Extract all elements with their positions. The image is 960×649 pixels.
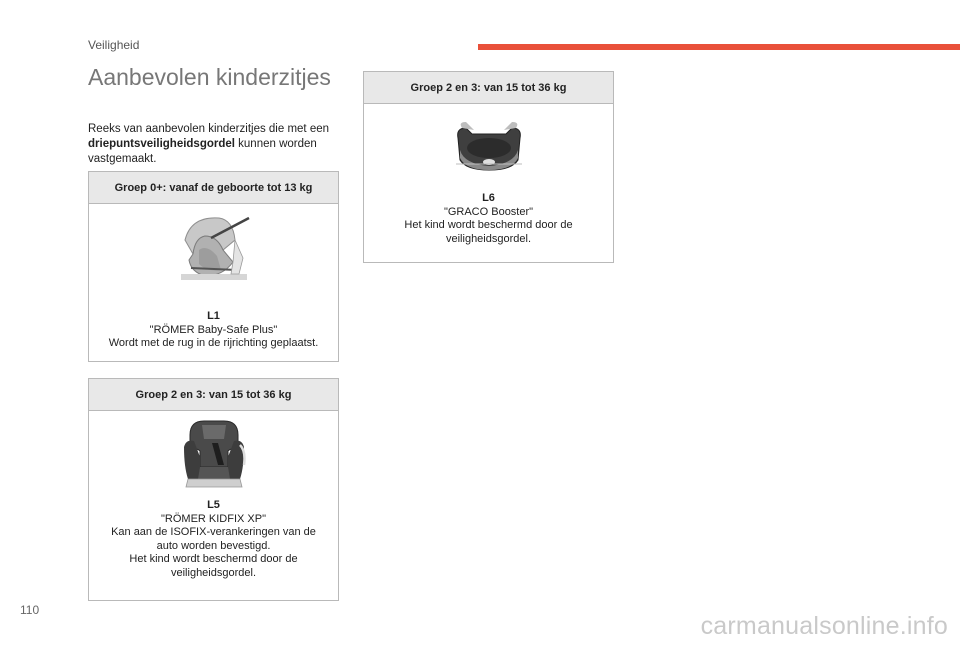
intro-text-bold: driepuntsveiligheidsgordel [88, 138, 235, 150]
seat-card-l6 [363, 71, 614, 263]
accent-bar [478, 44, 960, 50]
seat-description-2: Het kind wordt beschermd door de veiligheidsgordel. [129, 553, 298, 579]
card-group-header: Groep 2 en 3: van 15 tot 36 kg [89, 379, 338, 411]
seat-code: L6 [482, 192, 495, 204]
intro-text-after: kunnen worden vastgemaakt. [88, 138, 317, 165]
seat-card-l5 [88, 378, 339, 601]
seat-description: Wordt met de rug in de rijrichting geplaatst. [108, 337, 319, 349]
card-body [89, 204, 338, 351]
infant-carrier-seat-image [177, 210, 251, 284]
seat-description: Het kind wordt beschermd door de veiligheidsgordel. [404, 219, 573, 245]
seat-code: L5 [207, 499, 220, 511]
card-body [89, 411, 338, 580]
watermark: carmanualsonline.info [700, 612, 948, 640]
section-label: Veiligheid [88, 38, 140, 52]
seat-name: "RÖMER KIDFIX XP" [161, 512, 266, 525]
booster-cushion-image [452, 120, 526, 174]
intro-paragraph [88, 122, 350, 167]
intro-text-before: Reeks van aanbevolen kinderzitjes die met een [88, 123, 330, 135]
page-number: 110 [20, 603, 40, 617]
seat-name: "GRACO Booster" [443, 205, 534, 218]
seat-name: "RÖMER Baby-Safe Plus" [149, 323, 278, 336]
seat-card-l1 [88, 171, 339, 362]
card-body [364, 104, 613, 246]
page-title: Aanbevolen kinderzitjes [88, 64, 331, 90]
card-group-header: Groep 2 en 3: van 15 tot 36 kg [364, 72, 613, 104]
highback-booster-seat-image [182, 417, 246, 491]
seat-description: Kan aan de ISOFIX-verankeringen van de auto worden bevestigd. [111, 526, 316, 552]
seat-code: L1 [207, 310, 220, 322]
card-group-header: Groep 0+: vanaf de geboorte tot 13 kg [89, 172, 338, 204]
